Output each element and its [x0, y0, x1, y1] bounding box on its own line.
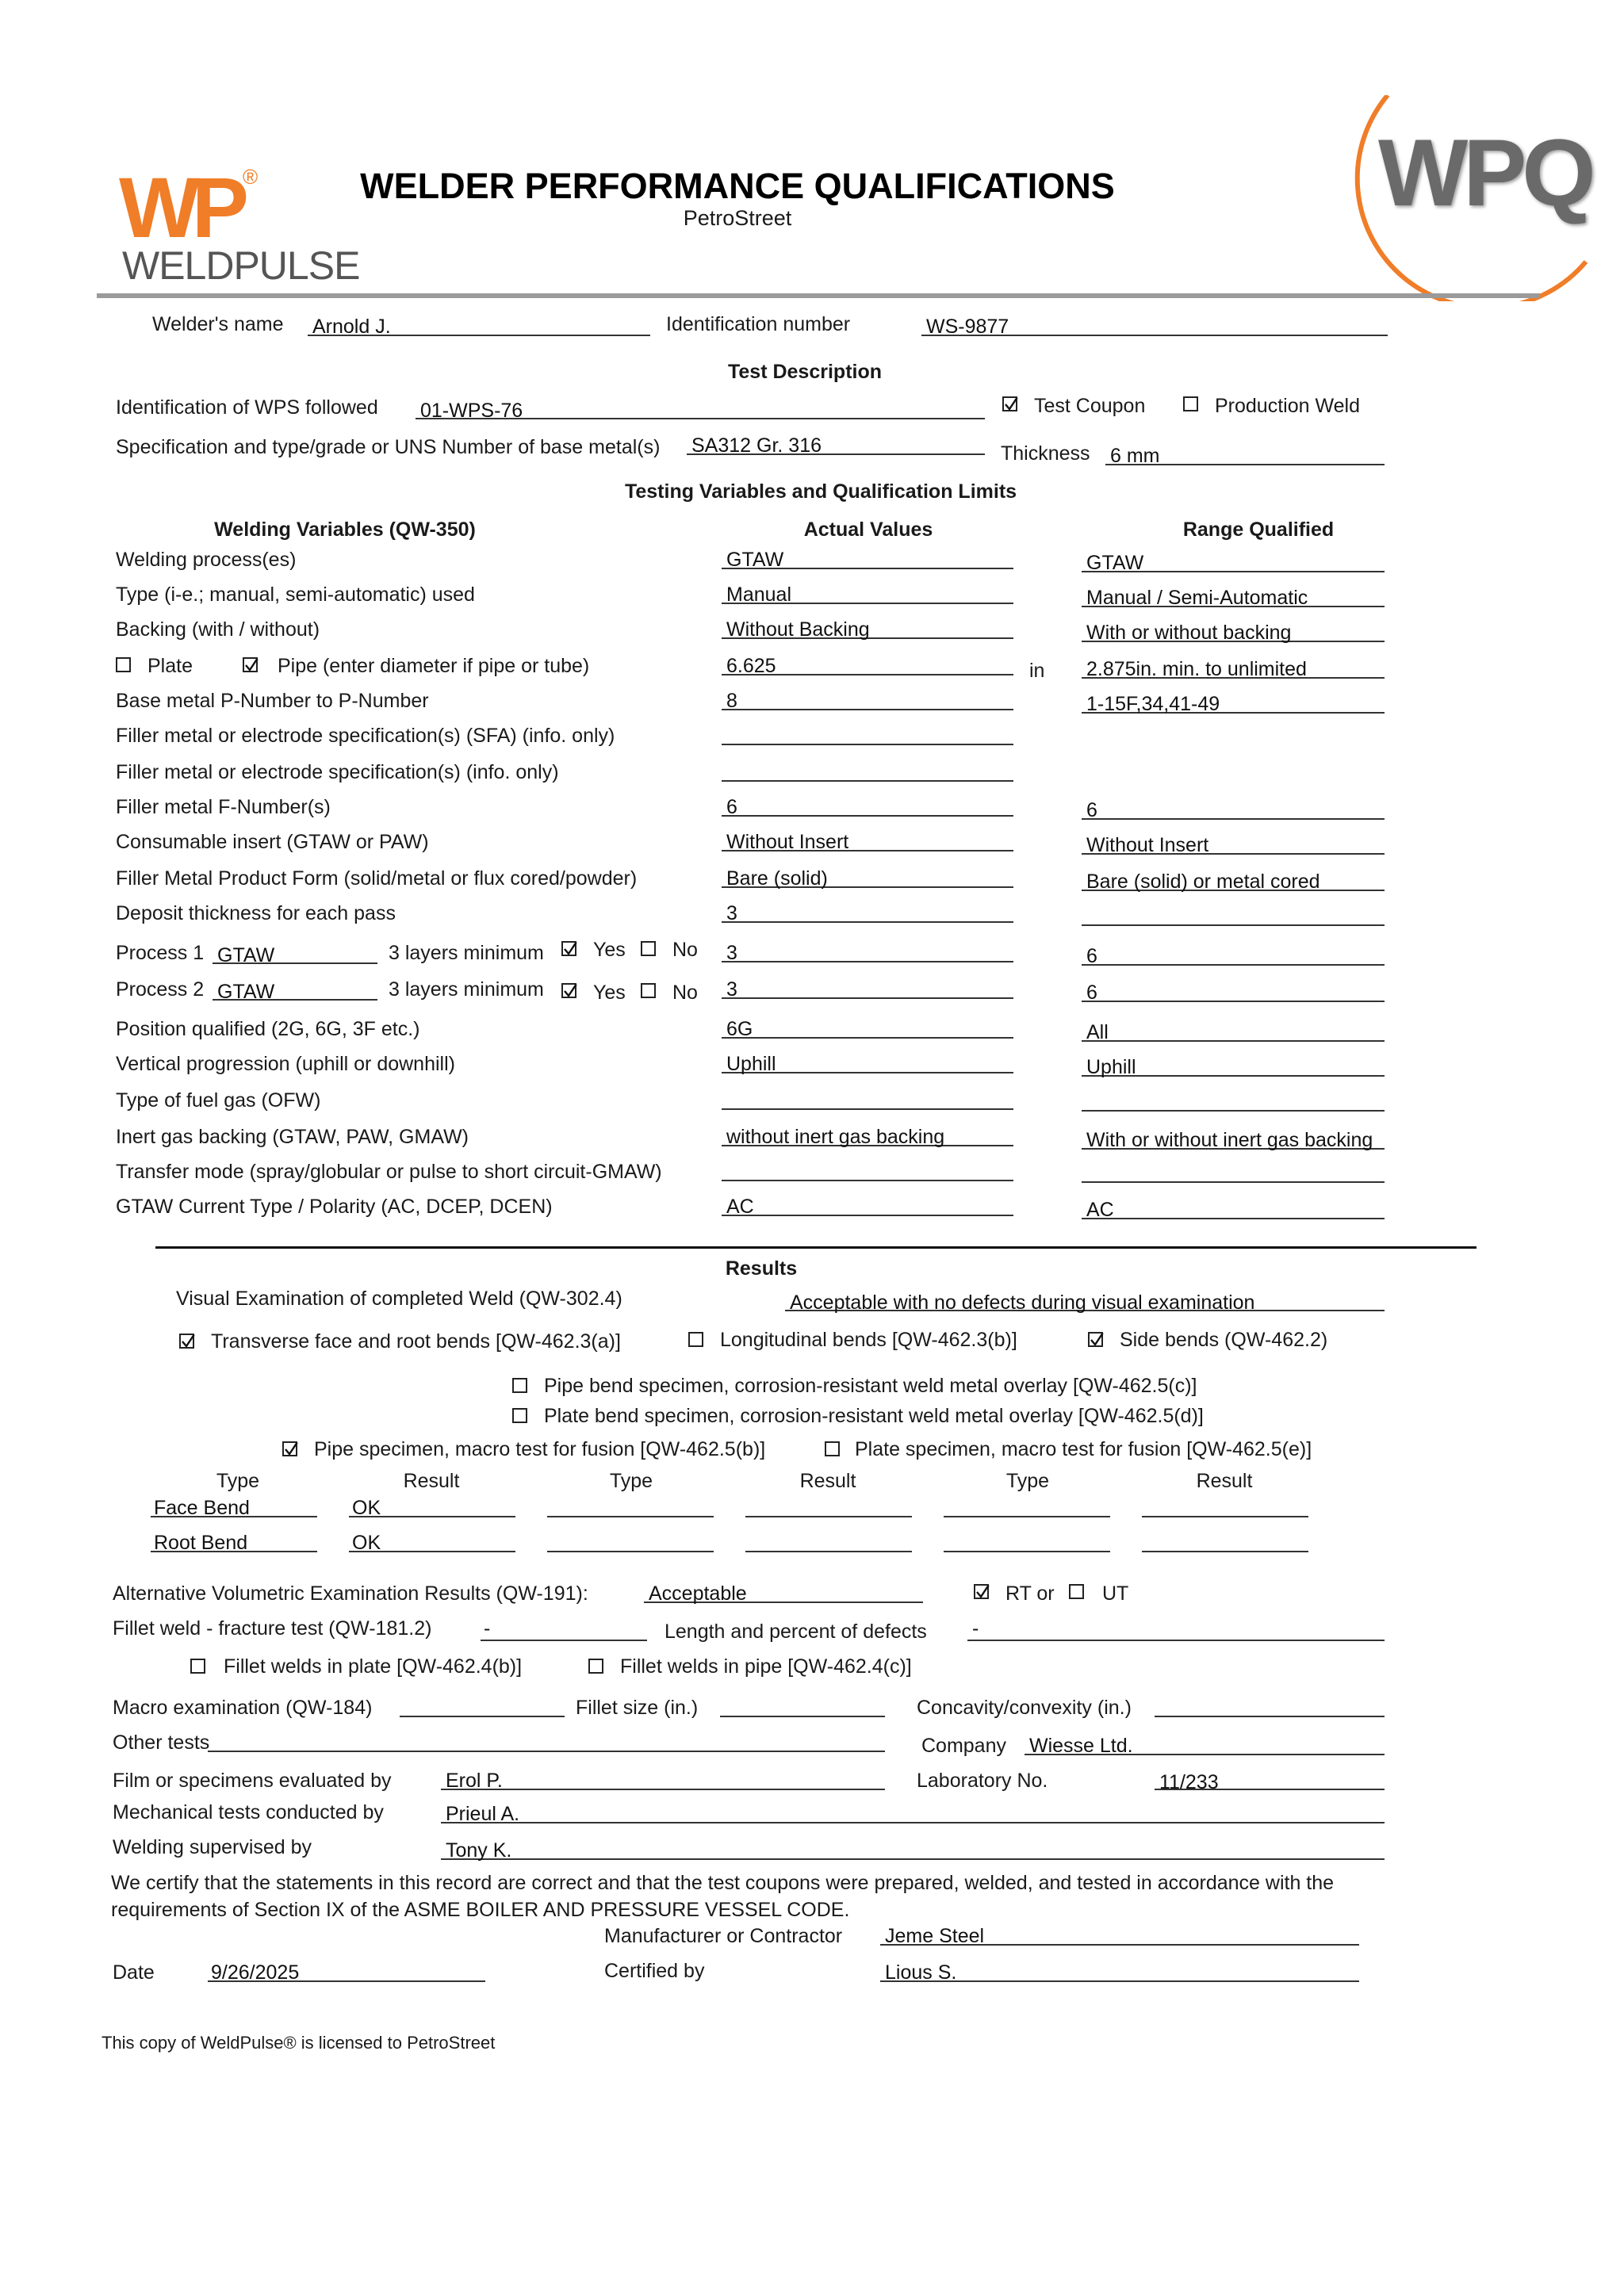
range-qualified-field[interactable]	[1082, 1110, 1385, 1112]
range-qualified-field[interactable]	[1082, 924, 1385, 926]
bend-table-field[interactable]	[547, 1551, 714, 1552]
alt-volumetric-value: Acceptable	[649, 1582, 747, 1605]
macro-examination-field[interactable]	[400, 1716, 565, 1717]
welding-supervised-label: Welding supervised by	[113, 1836, 312, 1858]
macro-examination-label: Macro examination (QW-184)	[113, 1697, 373, 1719]
process-1-value: GTAW	[217, 944, 275, 966]
variable-label: Backing (with / without)	[116, 618, 320, 641]
actual-value: without inert gas backing	[726, 1126, 945, 1148]
longitudinal-bends-label: Longitudinal bends [QW-462.3(b)]	[720, 1329, 1017, 1351]
transverse-bends-label: Transverse face and root bends [QW-462.3(a)]	[211, 1330, 621, 1353]
ut-checkbox[interactable]	[1069, 1584, 1084, 1599]
checkmark-icon	[284, 1443, 299, 1458]
variable-label: Vertical progression (uphill or downhill)	[116, 1053, 455, 1075]
pipe-macro-checkbox[interactable]	[282, 1441, 297, 1456]
side-bends-checkbox[interactable]	[1088, 1332, 1103, 1347]
actual-value-field[interactable]	[722, 961, 1013, 962]
bend-result: OK	[352, 1497, 381, 1519]
welding-supervised-field[interactable]	[441, 1858, 1385, 1860]
welder-name-value: Arnold J.	[312, 316, 391, 338]
bend-table-field[interactable]	[1142, 1516, 1308, 1517]
range-qualified-field[interactable]	[1082, 1218, 1385, 1219]
actual-value: AC	[726, 1196, 754, 1218]
actual-value-field[interactable]	[722, 1108, 1013, 1110]
actual-value: GTAW	[726, 549, 784, 571]
laboratory-number-label: Laboratory No.	[917, 1770, 1048, 1792]
process-2-yes-checkbox[interactable]	[561, 983, 576, 998]
alt-volumetric-label: Alternative Volumetric Examination Results (QW-191):	[113, 1582, 588, 1605]
variable-label: Welding process(es)	[116, 549, 297, 571]
variable-label: Deposit thickness for each pass	[116, 902, 396, 924]
date-label: Date	[113, 1961, 155, 1984]
range-qualified-value: 6	[1086, 982, 1097, 1004]
range-qualified-value: GTAW	[1086, 552, 1144, 574]
fillet-plate-label: Fillet welds in plate [QW-462.4(b)]	[224, 1655, 523, 1678]
actual-value: 6G	[726, 1018, 753, 1040]
rt-label: RT or	[1005, 1582, 1055, 1605]
variable-label: Transfer mode (spray/globular or pulse to short circuit-GMAW)	[116, 1161, 662, 1183]
actual-value-field[interactable]	[722, 815, 1013, 817]
bend-result-header-2: Result	[799, 1470, 856, 1492]
process-1-layers-label: 3 layers minimum	[389, 942, 544, 964]
variable-label: Filler metal F-Number(s)	[116, 796, 331, 818]
actual-value-field[interactable]	[722, 744, 1013, 745]
rt-checkbox[interactable]	[974, 1584, 989, 1599]
base-metal-spec-value: SA312 Gr. 316	[691, 434, 822, 457]
base-metal-spec-label: Specification and type/grade or UNS Number of base metal(s)	[116, 436, 661, 458]
range-qualified-value: 6	[1086, 945, 1097, 967]
checkmark-icon	[563, 985, 578, 1000]
identification-number-label: Identification number	[666, 313, 851, 335]
bend-result-header-1: Result	[403, 1470, 460, 1492]
results-heading: Results	[725, 1257, 798, 1280]
length-defects-value: -	[972, 1617, 979, 1640]
results-divider	[155, 1246, 1477, 1249]
fillet-plate-checkbox[interactable]	[190, 1659, 205, 1674]
bend-type-header-2: Type	[609, 1470, 653, 1492]
checkmark-icon	[975, 1586, 990, 1601]
license-footer: This copy of WeldPulse® is licensed to PetroStreet	[102, 2033, 496, 2053]
variable-label: Filler Metal Product Form (solid/metal or flux cored/powder)	[116, 867, 638, 890]
range-qualified-field[interactable]	[1082, 964, 1385, 966]
logo-mark: WP	[119, 159, 241, 255]
welder-name-label: Welder's name	[152, 313, 284, 335]
checkmark-icon	[1090, 1334, 1105, 1349]
actual-value: 6	[726, 796, 737, 818]
length-defects-label: Length and percent of defects	[665, 1621, 927, 1643]
test-coupon-label: Test Coupon	[1034, 395, 1146, 417]
actual-value: 3	[726, 902, 737, 924]
wpq-logo	[1340, 95, 1624, 301]
bend-table-field[interactable]	[944, 1516, 1110, 1517]
bend-type: Root Bend	[154, 1532, 248, 1554]
fillet-pipe-checkbox[interactable]	[588, 1659, 603, 1674]
pipe-diameter-unit: in	[1029, 660, 1045, 682]
variable-label: GTAW Current Type / Polarity (AC, DCEP, DCEN)	[116, 1196, 553, 1218]
actual-value: 3	[726, 978, 737, 1001]
bend-table-field[interactable]	[1142, 1551, 1308, 1552]
mechanical-tests-field[interactable]	[441, 1822, 1385, 1823]
fillet-size-label: Fillet size (in.)	[576, 1697, 699, 1719]
variable-label: Base metal P-Number to P-Number	[116, 690, 429, 712]
bend-table-field[interactable]	[745, 1551, 912, 1552]
plate-checkbox[interactable]	[116, 657, 131, 672]
other-tests-label: Other tests	[113, 1732, 210, 1754]
range-qualified-field[interactable]	[1082, 1181, 1385, 1183]
ut-label: UT	[1102, 1582, 1129, 1605]
bend-table-field[interactable]	[944, 1551, 1110, 1552]
transverse-bends-checkbox[interactable]	[179, 1334, 194, 1349]
bend-type-header-1: Type	[216, 1470, 260, 1492]
concavity-field[interactable]	[1155, 1716, 1385, 1717]
range-qualified-value: AC	[1086, 1199, 1114, 1221]
bend-table-field[interactable]	[547, 1516, 714, 1517]
pipe-overlay-label: Pipe bend specimen, corrosion-resistant weld metal overlay [QW-462.5(c)]	[544, 1375, 1197, 1397]
thickness-value: 6 mm	[1110, 445, 1160, 467]
variable-label: Inert gas backing (GTAW, PAW, GMAW)	[116, 1126, 469, 1148]
range-qualified-field[interactable]	[1082, 818, 1385, 820]
variable-label: Filler metal or electrode specification(s) (SFA) (info. only)	[116, 725, 615, 747]
actual-value-field[interactable]	[722, 921, 1013, 923]
certified-by-value: Lious S.	[885, 1961, 957, 1984]
visual-examination-label: Visual Examination of completed Weld (QW-302.4)	[176, 1288, 622, 1310]
length-defects-field[interactable]	[967, 1640, 1385, 1641]
actual-values-column-header: Actual Values	[803, 519, 933, 541]
process-2-layers-label: 3 layers minimum	[389, 978, 544, 1001]
actual-value-field[interactable]	[722, 709, 1013, 710]
test-coupon-checkbox[interactable]	[1002, 396, 1017, 411]
variable-label: Position qualified (2G, 6G, 3F etc.)	[116, 1018, 420, 1040]
process-2-label: Process 2	[116, 978, 205, 1001]
checkmark-icon	[181, 1335, 196, 1350]
pipe-macro-label: Pipe specimen, macro test for fusion [QW-462.5(b)]	[314, 1438, 766, 1460]
thickness-label: Thickness	[1001, 442, 1090, 465]
process-2-value: GTAW	[217, 981, 275, 1003]
certified-by-label: Certified by	[604, 1960, 705, 1982]
weldpulse-logo	[119, 159, 373, 292]
bend-type-header-3: Type	[1005, 1470, 1050, 1492]
production-weld-label: Production Weld	[1215, 395, 1360, 417]
test-description-heading: Test Description	[727, 361, 883, 383]
actual-value: Bare (solid)	[726, 867, 828, 890]
actual-value: 6.625	[726, 655, 776, 677]
plate-macro-label: Plate specimen, macro test for fusion [QW-462.5(e)]	[855, 1438, 1312, 1460]
pipe-checkbox[interactable]	[243, 657, 258, 672]
actual-value: Without Backing	[726, 618, 870, 641]
fillet-fracture-value: -	[484, 1617, 491, 1640]
process-2-no-label: No	[672, 982, 698, 1004]
process-1-yes-label: Yes	[593, 939, 626, 961]
plate-label: Plate	[147, 655, 193, 677]
company-value: Wiesse Ltd.	[1029, 1735, 1133, 1757]
plate-overlay-label: Plate bend specimen, corrosion-resistant weld metal overlay [QW-462.5(d)]	[544, 1405, 1204, 1427]
range-qualified-value: Uphill	[1086, 1056, 1136, 1078]
date-value: 9/26/2025	[211, 1961, 300, 1984]
fillet-fracture-field[interactable]	[481, 1640, 647, 1641]
plate-macro-checkbox[interactable]	[825, 1441, 840, 1456]
variable-label: Consumable insert (GTAW or PAW)	[116, 831, 429, 853]
checkmark-icon	[563, 943, 578, 958]
laboratory-number-value: 11/233	[1159, 1771, 1219, 1793]
actual-value: Without Insert	[726, 831, 849, 853]
range-qualified-value: With or without inert gas backing	[1086, 1129, 1373, 1151]
variable-label: Type of fuel gas (OFW)	[116, 1089, 321, 1112]
manufacturer-label: Manufacturer or Contractor	[604, 1925, 843, 1947]
actual-value: Manual	[726, 584, 791, 606]
page-subtitle: PetroStreet	[683, 206, 792, 230]
process-1-no-checkbox[interactable]	[641, 941, 656, 956]
wps-label: Identification of WPS followed	[116, 396, 378, 419]
bend-result-header-3: Result	[1196, 1470, 1253, 1492]
welding-supervised-value: Tony K.	[446, 1839, 512, 1862]
actual-value-field[interactable]	[722, 780, 1013, 782]
wpq-mark: WPQ	[1378, 120, 1591, 226]
fillet-fracture-label: Fillet weld - fracture test (QW-181.2)	[113, 1617, 432, 1640]
actual-value: 8	[726, 690, 737, 712]
testing-variables-heading: Testing Variables and Qualification Limits	[624, 480, 1017, 503]
process-1-yes-checkbox[interactable]	[561, 941, 576, 956]
range-qualified-value: With or without backing	[1086, 622, 1292, 644]
plate-overlay-checkbox[interactable]	[512, 1408, 527, 1423]
checkmark-icon	[1004, 398, 1019, 413]
actual-value-field[interactable]	[722, 1037, 1013, 1039]
bend-type: Face Bend	[154, 1497, 250, 1519]
process-2-no-checkbox[interactable]	[641, 983, 656, 998]
certification-statement: We certify that the statements in this record are correct and that the test coupons were prepared, welded, and tested in accordance with the requirements of Section IX of the ASME BOILER AND PRESSURE VESSEL CODE.	[111, 1872, 1335, 1921]
concavity-label: Concavity/convexity (in.)	[917, 1697, 1132, 1719]
process-1-no-label: No	[672, 939, 698, 961]
production-weld-checkbox[interactable]	[1183, 396, 1198, 411]
range-qualified-value: Without Insert	[1086, 834, 1209, 856]
bend-result: OK	[352, 1532, 381, 1554]
mechanical-tests-value: Prieul A.	[446, 1803, 520, 1825]
variable-label: Type (i-e.; manual, semi-automatic) used	[116, 584, 475, 606]
actual-value: Uphill	[726, 1053, 776, 1075]
longitudinal-bends-checkbox[interactable]	[688, 1332, 703, 1347]
wps-value: 01-WPS-76	[420, 400, 523, 422]
range-qualified-value: All	[1086, 1021, 1109, 1043]
header-divider	[97, 293, 1540, 298]
variable-label: Filler metal or electrode specification(s) (info. only)	[116, 761, 559, 783]
actual-value-field[interactable]	[722, 1180, 1013, 1181]
logo-brand: WELDPULSE	[122, 243, 360, 288]
identification-number-value: WS-9877	[926, 316, 1009, 338]
fillet-pipe-label: Fillet welds in pipe [QW-462.4(c)]	[620, 1655, 912, 1678]
company-label: Company	[921, 1735, 1006, 1757]
range-qualified-value: 1-15F,34,41-49	[1086, 693, 1220, 715]
manufacturer-value: Jeme Steel	[885, 1925, 985, 1947]
pipe-label: Pipe (enter diameter if pipe or tube)	[278, 655, 590, 677]
actual-value: 3	[726, 942, 737, 964]
pipe-overlay-checkbox[interactable]	[512, 1378, 527, 1393]
logo-registered-mark: ®	[243, 165, 259, 189]
film-evaluated-field[interactable]	[441, 1789, 885, 1790]
other-tests-field[interactable]	[208, 1751, 885, 1752]
visual-examination-value: Acceptable with no defects during visual examination	[790, 1292, 1255, 1314]
actual-value-field[interactable]	[722, 1215, 1013, 1216]
range-qualified-field[interactable]	[1082, 1001, 1385, 1002]
film-evaluated-label: Film or specimens evaluated by	[113, 1770, 392, 1792]
process-1-label: Process 1	[116, 942, 205, 964]
actual-value-field[interactable]	[722, 997, 1013, 999]
page-title: WELDER PERFORMANCE QUALIFICATIONS	[360, 166, 1115, 206]
welding-variables-column-header: Welding Variables (QW-350)	[214, 519, 476, 541]
range-qualified-value: Manual / Semi-Automatic	[1086, 587, 1308, 609]
range-qualified-column-header: Range Qualified	[1182, 519, 1335, 541]
side-bends-label: Side bends (QW-462.2)	[1120, 1329, 1328, 1351]
bend-table-field[interactable]	[745, 1516, 912, 1517]
range-qualified-field[interactable]	[1082, 1040, 1385, 1042]
checkmark-icon	[244, 659, 259, 674]
range-qualified-value: 2.875in. min. to unlimited	[1086, 658, 1307, 680]
range-qualified-value: Bare (solid) or metal cored	[1086, 871, 1320, 893]
process-2-yes-label: Yes	[593, 982, 626, 1004]
film-evaluated-value: Erol P.	[446, 1770, 503, 1792]
fillet-size-field[interactable]	[720, 1716, 885, 1717]
mechanical-tests-label: Mechanical tests conducted by	[113, 1801, 384, 1823]
range-qualified-value: 6	[1086, 799, 1097, 821]
